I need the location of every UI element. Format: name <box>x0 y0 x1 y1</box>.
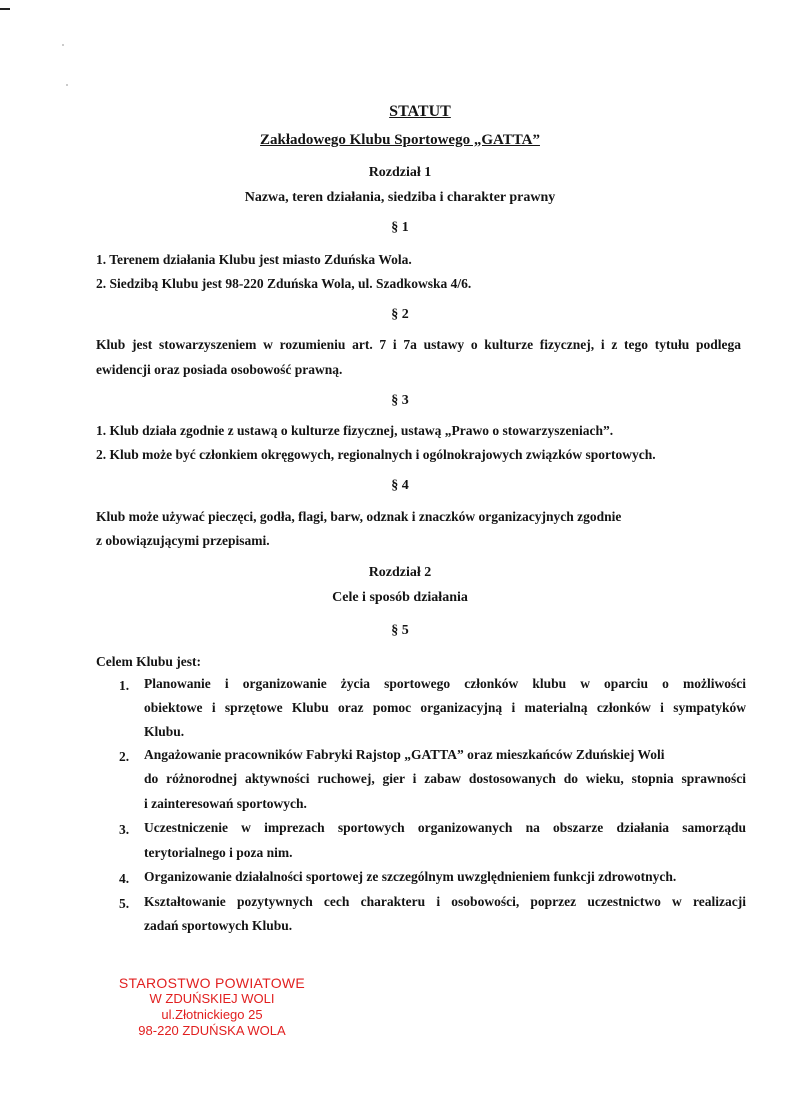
section-2-sign: § 2 <box>391 307 409 322</box>
scan-speck <box>62 44 64 46</box>
section-1-sign: § 1 <box>391 220 409 235</box>
list-item-number: 4. <box>119 871 130 886</box>
scan-mark <box>0 8 10 10</box>
list-item-number: 2. <box>119 749 130 764</box>
chapter-2-label: Rozdział 2 <box>368 565 432 580</box>
stamp-line-4: 98-220 ZDUŃSKA WOLA <box>138 1023 286 1038</box>
scan-speck <box>66 84 68 86</box>
list-item-line: terytorialnego i poza nim. <box>144 845 293 860</box>
list-item-line: Uczestniczenie w imprezach sportowych organizowanych na obszarze działania samorządu <box>144 820 746 835</box>
list-item-line: Planowanie i organizowanie życia sportowego członków klubu w oparciu o możliwości <box>144 676 746 691</box>
section-3-sign: § 3 <box>391 393 409 408</box>
list-item-line: Angażowanie pracowników Fabryki Rajstop „GATTA” oraz mieszkańców Zduńskiej Woli <box>144 747 665 762</box>
section-4-sign: § 4 <box>391 478 409 493</box>
section-2-line-2: ewidencji oraz posiada osobowość prawną. <box>96 362 343 377</box>
section-1-line-1: 1. Terenem działania Klubu jest miasto Zduńska Wola. <box>96 252 412 267</box>
document-title: STATUT <box>389 103 451 120</box>
chapter-2-title: Cele i sposób działania <box>332 590 468 605</box>
section-2-line-1: Klub jest stowarzyszeniem w rozumieniu art. 7 i 7a ustawy o kulturze fizycznej, i z tego tytułu podlega <box>96 337 741 352</box>
list-item-number: 3. <box>119 822 130 837</box>
list-item-line: do różnorodnej aktywności ruchowej, gier i zabaw dostosowanych do wieku, stopnia sprawności <box>144 771 746 786</box>
list-item-line: Kształtowanie pozytywnych cech charakteru i osobowości, poprzez uczestnictwo w realizacji <box>144 894 746 909</box>
list-item-number: 5. <box>119 896 130 911</box>
list-item-line: Organizowanie działalności sportowej ze szczególnym uwzględnieniem funkcji zdrowotnych. <box>144 869 677 884</box>
section-5-intro: Celem Klubu jest: <box>96 654 201 669</box>
stamp-line-1: STAROSTWO POWIATOWE <box>118 975 306 991</box>
list-item-line: obiektowe i sprzętowe Klubu oraz pomoc organizacyjną i materialną członków i sympatyków <box>144 700 746 715</box>
list-item-line: zadań sportowych Klubu. <box>144 918 293 933</box>
section-4-line-2: z obowiązującymi przepisami. <box>96 533 270 548</box>
section-3-line-2: 2. Klub może być członkiem okręgowych, regionalnych i ogólnokrajowych związków sportowych. <box>96 447 656 462</box>
chapter-1-label: Rozdział 1 <box>368 165 432 180</box>
list-item-line: i zainteresowań sportowych. <box>144 796 307 811</box>
stamp-line-3: ul.Złotnickiego 25 <box>161 1007 263 1022</box>
section-5-sign: § 5 <box>391 623 409 638</box>
section-3-line-1: 1. Klub działa zgodnie z ustawą o kulturze fizycznej, ustawą „Prawo o stowarzyszeniach”. <box>96 423 614 438</box>
document-subtitle: Zakładowego Klubu Sportowego „GATTA” <box>260 132 540 148</box>
chapter-1-title: Nazwa, teren działania, siedziba i charakter prawny <box>244 190 556 205</box>
section-1-line-2: 2. Siedzibą Klubu jest 98-220 Zduńska Wola, ul. Szadkowska 4/6. <box>96 276 472 291</box>
list-item-number: 1. <box>119 678 130 693</box>
section-4-line-1: Klub może używać pieczęci, godła, flagi, barw, odznak i znaczków organizacyjnych zgodnie <box>96 509 622 524</box>
official-stamp <box>112 975 312 1039</box>
list-item-line: Klubu. <box>144 724 185 739</box>
stamp-line-2: W ZDUŃSKIEJ WOLI <box>149 991 275 1006</box>
